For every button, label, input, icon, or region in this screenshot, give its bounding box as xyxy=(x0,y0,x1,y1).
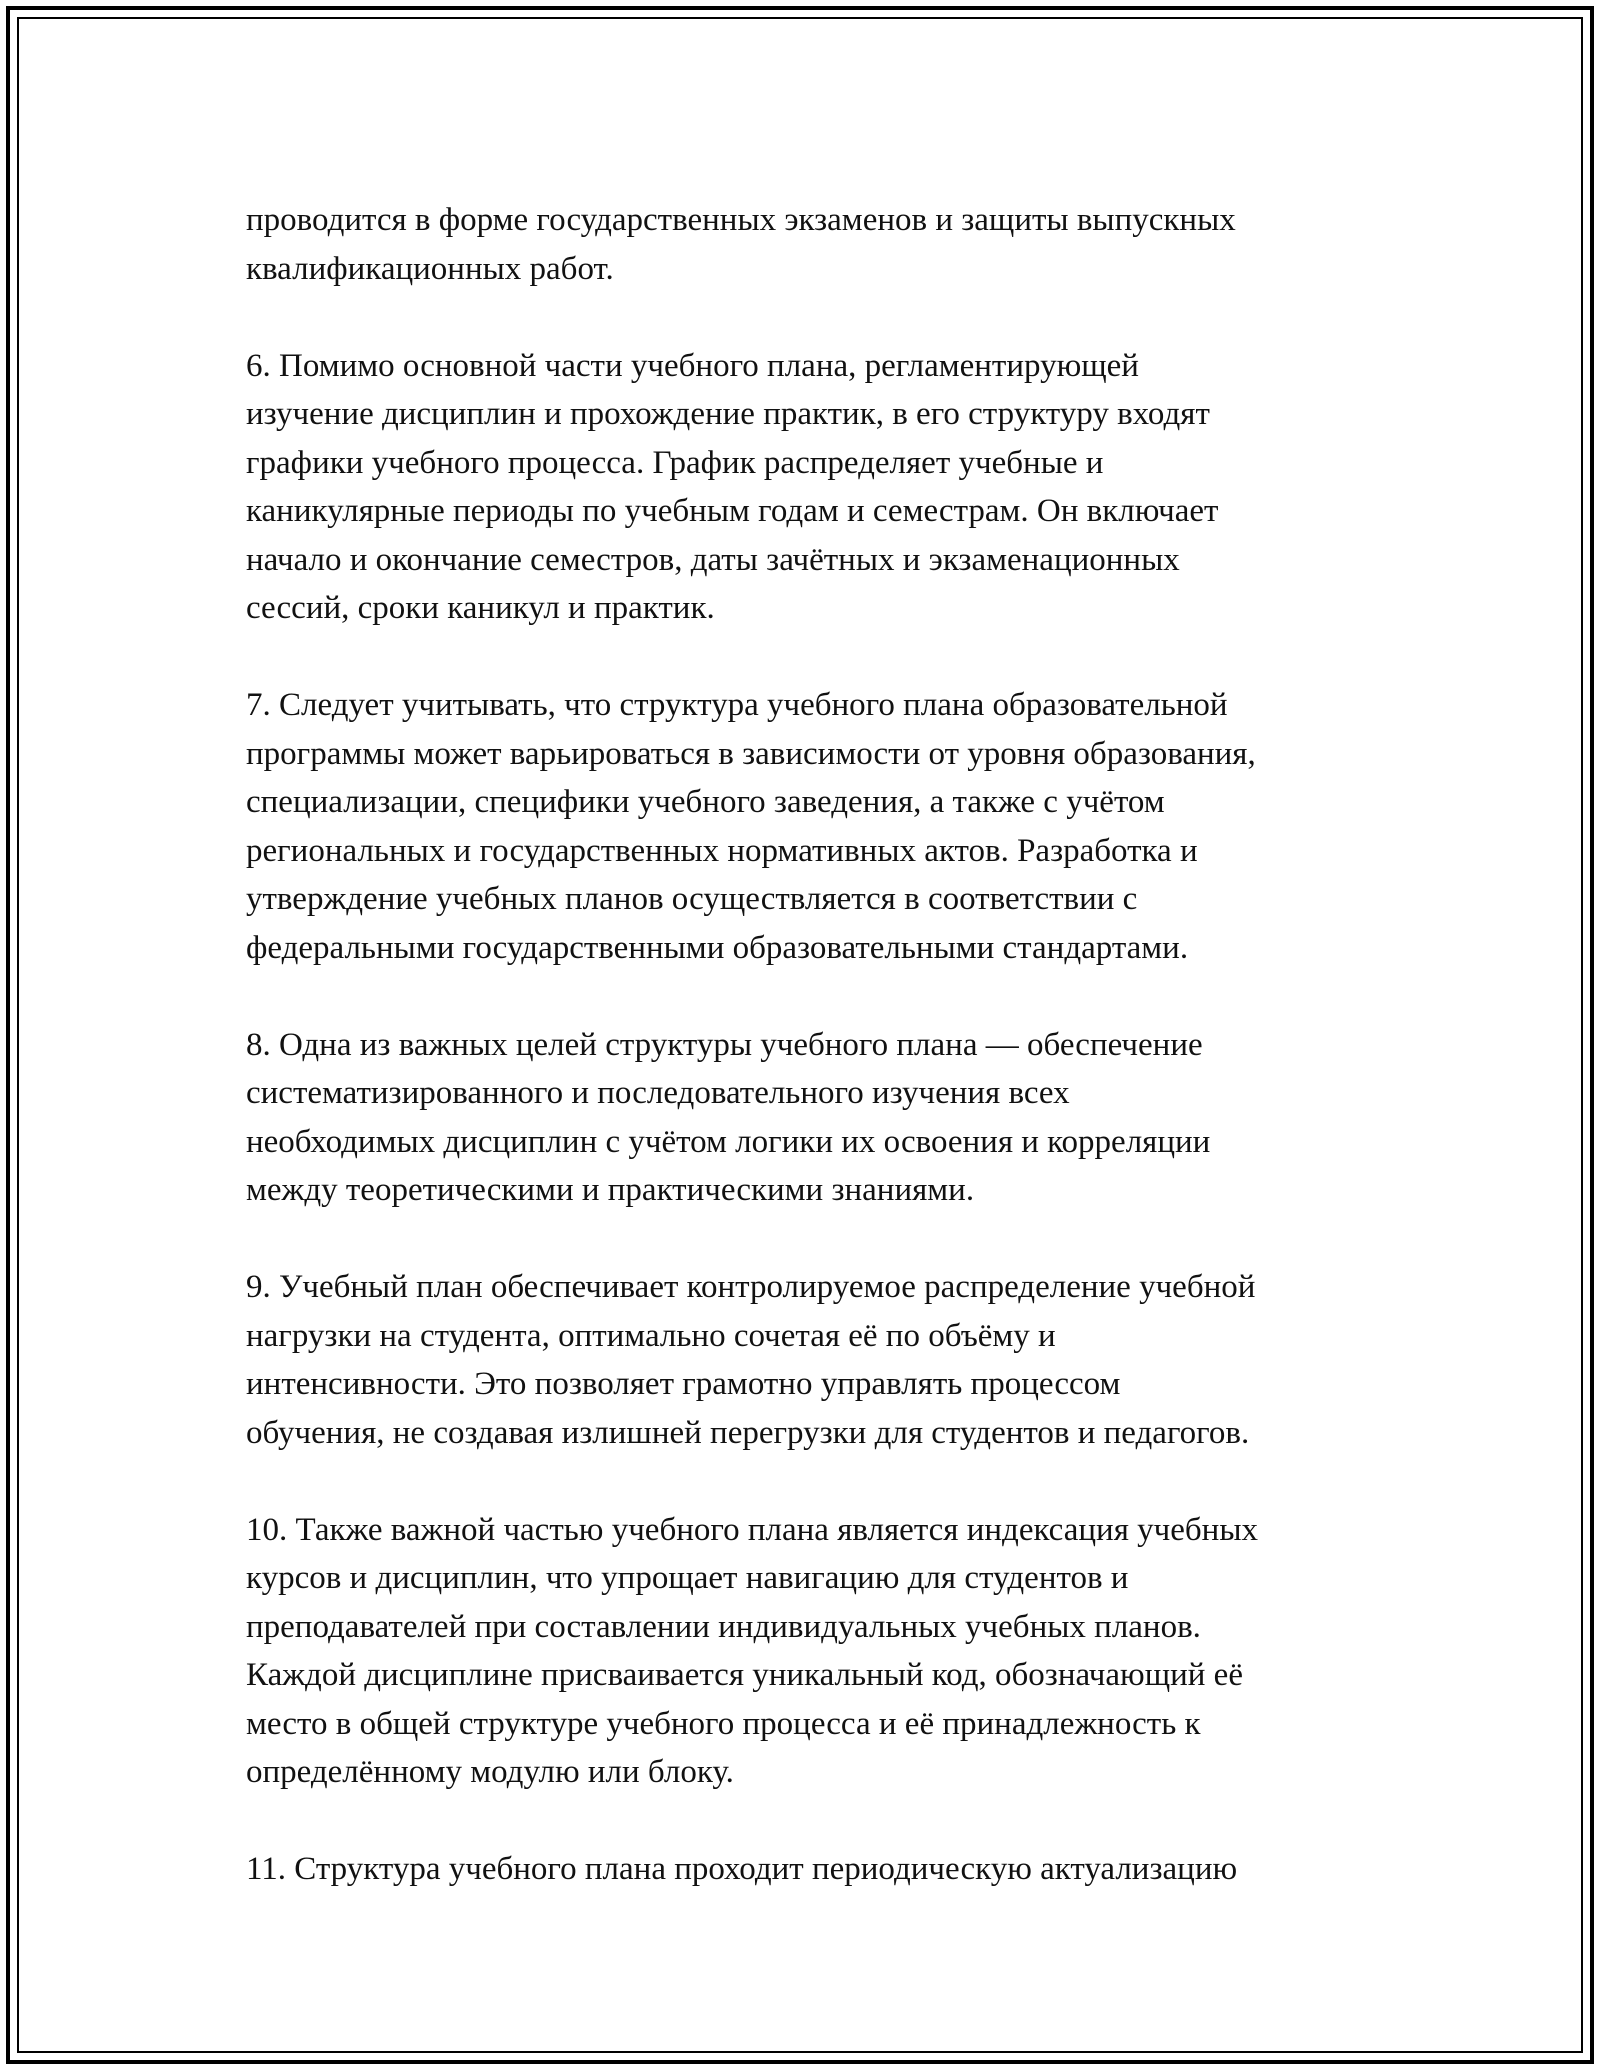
text-line: квалификационных работ. xyxy=(246,250,614,287)
text-line: место в общей структуре учебного процесса и её принадлежность к xyxy=(246,1705,1201,1742)
document-body xyxy=(246,196,1396,1894)
text-line: федеральными государственными образовательными стандартами. xyxy=(246,929,1189,966)
text-line: утверждение учебных планов осуществляется в соответствии с xyxy=(246,881,1138,917)
text-line: между теоретическими и практическими знаниями. xyxy=(246,1172,975,1208)
text-line: 11. Структура учебного плана проходит периодическую актуализацию xyxy=(246,1851,1238,1887)
paragraph-7 xyxy=(246,681,1396,972)
text-line: курсов и дисциплин, что упрощает навигацию для студентов и xyxy=(246,1560,1129,1596)
text-line: 7. Следует учитывать, что структура учебного плана образовательной xyxy=(246,687,1228,723)
text-line: 10. Также важной частью учебного плана является индексация учебных xyxy=(246,1511,1258,1548)
text-line: 6. Помимо основной части учебного плана, регламентирующей xyxy=(246,347,1139,384)
text-line: преподавателей при составлении индивидуальных учебных планов. xyxy=(246,1608,1201,1645)
text-line: нагрузки на студента, оптимально сочетая её по объёму и xyxy=(246,1317,1056,1354)
text-line: начало и окончание семестров, даты зачётных и экзаменационных xyxy=(246,541,1180,578)
text-line: региональных и государственных нормативных актов. Разработка и xyxy=(246,832,1198,869)
paragraph-continuation xyxy=(246,196,1396,293)
paragraph-9 xyxy=(246,1263,1396,1457)
text-line: графики учебного процесса. График распределяет учебные и xyxy=(246,444,1104,481)
text-line: 9. Учебный план обеспечивает контролируемое распределение учебной xyxy=(246,1269,1256,1305)
text-line: обучения, не создавая излишней перегрузки для студентов и педагогов. xyxy=(246,1414,1250,1451)
text-line: определённому модулю или блоку. xyxy=(246,1754,734,1790)
text-line: сессий, сроки каникул и практик. xyxy=(246,590,715,626)
text-line: специализации, специфики учебного заведения, а также с учётом xyxy=(246,784,1165,820)
paragraph-10 xyxy=(246,1506,1396,1797)
paragraph-6 xyxy=(246,342,1396,633)
page-border xyxy=(6,6,1594,2064)
text-line: каникулярные периоды по учебным годам и семестрам. Он включает xyxy=(246,493,1219,529)
text-line: программы может варьироваться в зависимости от уровня образования, xyxy=(246,735,1256,772)
text-line: проводится в форме государственных экзаменов и защиты выпускных xyxy=(246,202,1236,238)
text-line: интенсивности. Это позволяет грамотно управлять процессом xyxy=(246,1366,1121,1402)
text-line: систематизированного и последовательного изучения всех xyxy=(246,1075,1070,1111)
text-line: 8. Одна из важных целей структуры учебного плана — обеспечение xyxy=(246,1026,1203,1063)
text-line: Каждой дисциплине присваивается уникальный код, обозначающий её xyxy=(246,1657,1243,1693)
text-line: изучение дисциплин и прохождение практик, в его структуру входят xyxy=(246,396,1210,432)
paragraph-11 xyxy=(246,1845,1396,1894)
paragraph-8 xyxy=(246,1021,1396,1215)
text-line: необходимых дисциплин с учётом логики их освоения и корреляции xyxy=(246,1123,1211,1160)
